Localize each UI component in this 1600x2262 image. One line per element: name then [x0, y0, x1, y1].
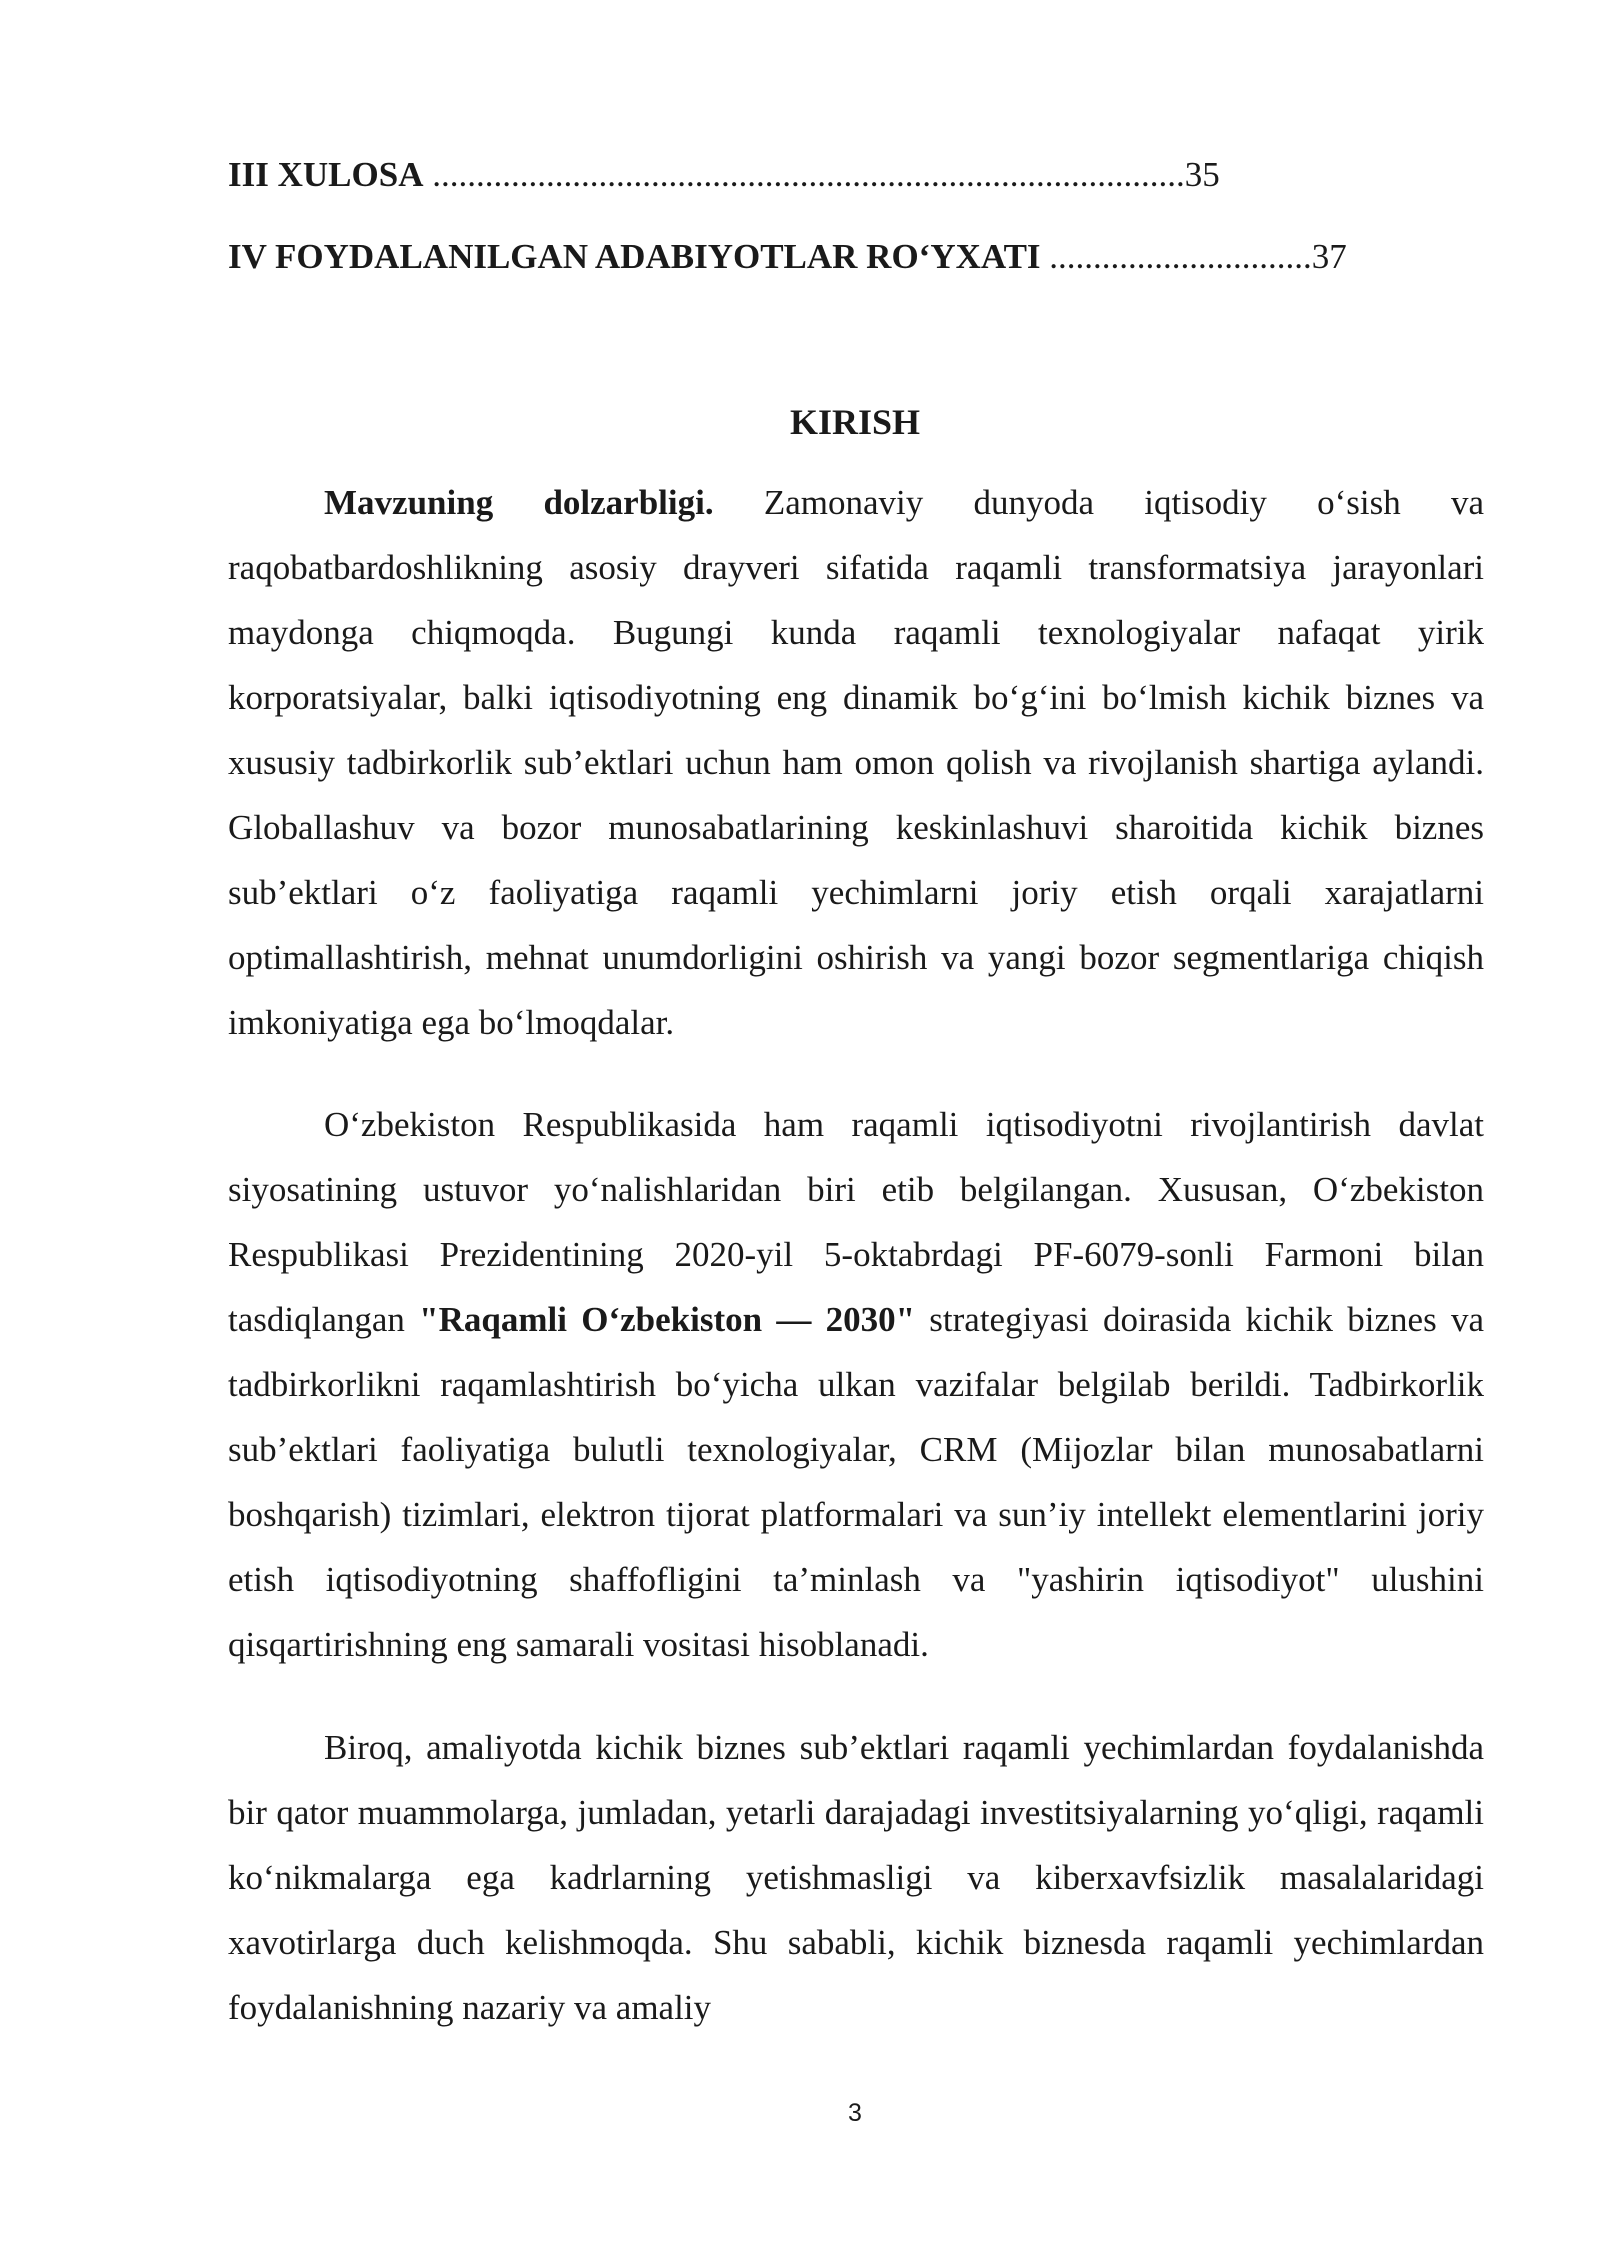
toc-entry-title: IV FOYDALANILGAN ADABIYOTLAR RO‘YXATI: [228, 237, 1041, 276]
body-paragraph-strategy: [228, 1092, 1484, 1677]
page-number: 3: [848, 2099, 862, 2127]
paragraph-text-after: strategiyasi doirasida kichik biznes va tadbirkorlikni raqamlashtirish bo‘yicha ulkan vazifalar belgilab berildi. Tadbirkorlik sub’ektlari faoliyatiga bulutli texnologiyalar, CRM (Mijozlar bilan munosabatlarni boshqarish) tizimlari, elektron tijorat platformalari va sun’iy intellekt elementlarini joriy etish iqtisodiyotning shaffofligini ta’minlash va "yashirin iqtisodiyot" ulushini qisqartirishning eng samarali vositasi hisoblanadi.: [228, 1300, 1484, 1664]
paragraph-lead-bold: Mavzuning dolzarbligi.: [324, 483, 714, 522]
paragraph-text-before: O‘zbekiston Respublikasida ham raqamli iqtisodiyotni rivojlantirish davlat siyosatining ustuvor yo‘nalishlaridan biri etib belgilangan. Xususan, O‘zbekiston Respublikasi Prezidentining 2020-yil 5-oktabrdagi PF-6079-sonli Farmoni bilan tasdiqlangan: [228, 1105, 1484, 1339]
paragraph-strategy-title: "Raqamli O‘zbekiston — 2030": [419, 1300, 916, 1339]
toc-entry-title: III XULOSA: [228, 155, 424, 194]
body-paragraph-problems: [228, 1715, 1484, 2040]
toc-entry-adabiyotlar: [228, 235, 1347, 279]
toc-entry-xulosa: [228, 153, 1220, 197]
toc-entry-leader: ..............................: [1040, 237, 1312, 276]
paragraph-text: Zamonaviy dunyoda iqtisodiy o‘sish va raqobatbardoshlikning asosiy drayveri sifatida raqamli transformatsiya jarayonlari maydonga chiqmoqda. Bugungi kunda raqamli texnologiyalar nafaqat yirik korporatsiyalar, balki iqtisodiyotning eng dinamik bo‘g‘ini bo‘lmish kichik biznes va xususiy tadbirkorlik sub’ektlari uchun ham omon qolish va rivojlanish shartiga aylandi. Globallashuv va bozor munosabatlarining keskinlashuvi sharoitida kichik biznes sub’ektlari o‘z faoliyatiga raqamli yechimlarni joriy etish orqali xarajatlarni optimallashtirish, mehnat unumdorligini oshirish va yangi bozor segmentlariga chiqish imkoniyatiga ega bo‘lmoqdalar.: [228, 483, 1484, 1042]
toc-entry-page: 37: [1311, 237, 1347, 276]
body-paragraph-relevance: [228, 470, 1484, 1055]
toc-entry-leader: ......................................................................................: [423, 155, 1185, 194]
toc-entry-page: 35: [1184, 155, 1220, 194]
section-heading: KIRISH: [789, 402, 921, 442]
paragraph-text: Biroq, amaliyotda kichik biznes sub’ektlari raqamli yechimlardan foydalanishda bir qator muammolarga, jumladan, yetarli darajadagi investitsiyalarning yo‘qligi, raqamli ko‘nikmalarga ega kadrlarning yetishmasligi va kiberxavfsizlik masalalaridagi xavotirlarga duch kelishmoqda. Shu sababli, kichik biznesda raqamli yechimlardan foydalanishning nazariy va amaliy: [228, 1728, 1484, 2027]
